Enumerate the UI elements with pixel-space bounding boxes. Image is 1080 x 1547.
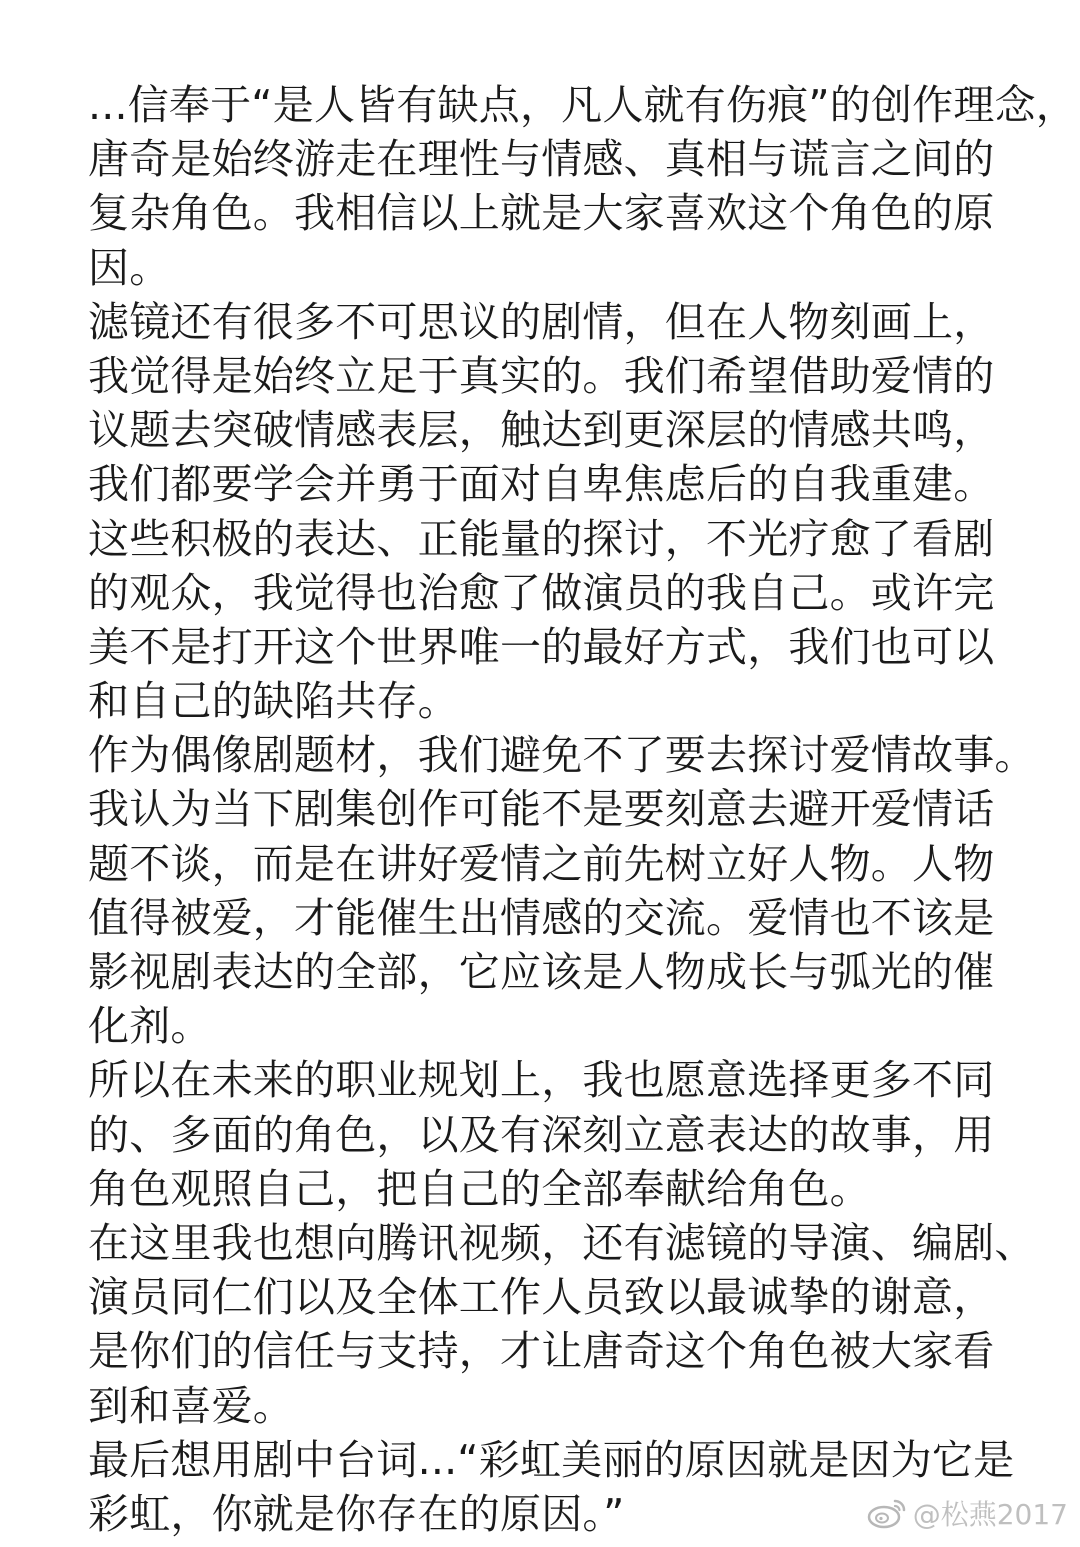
text-line: 化剂。 [88,1002,212,1051]
text-line: 因。 [88,243,171,292]
text-line: 在这里我也想向腾讯视频，还有滤镜的导演、编剧、 [88,1218,1036,1267]
text-line: 影视剧表达的全部，它应该是人物成长与弧光的催 [88,948,995,996]
text-line: 作为偶像剧题材，我们避免不了要去探讨爱情故事。 [88,731,1036,780]
text-line: 最后想用剧中台词...“彩虹美丽的原因就是因为它是 [88,1435,1015,1484]
text-line: 复杂角色。我相信以上就是大家喜欢这个角色的原 [88,189,995,238]
text-line: 到和喜爱。 [88,1381,294,1430]
text-line: 议题去突破情感表层，触达到更深层的情感共鸣， [88,406,995,455]
text-line: 这些积极的表达、正能量的探讨，不光疗愈了看剧 [88,514,995,563]
text-line: 角色观照自己，把自己的全部奉献给角色。 [88,1164,871,1213]
text-line: 美不是打开这个世界唯一的最好方式，我们也可以 [88,622,995,671]
text-line: 滤镜还有很多不可思议的剧情，但在人物刻画上， [88,297,995,346]
text-line: 题不谈，而是在讲好爱情之前先树立好人物。人物 [88,839,995,888]
text-line: 彩虹，你就是你存在的原因。” [88,1489,625,1538]
weibo-watermark [867,1493,1068,1533]
text-line: 是你们的信任与支持，才让唐奇这个角色被大家看 [88,1327,995,1376]
text-line: 唐奇是始终游走在理性与情感、真相与谎言之间的 [88,135,995,184]
text-line: 值得被爱，才能催生出情感的交流。爱情也不该是 [88,893,995,942]
text-line: 我认为当下剧集创作可能不是要刻意去避开爱情话 [88,785,995,834]
text-line: 演员同仁们以及全体工作人员致以最诚挚的谢意， [88,1273,995,1322]
weibo-logo-icon [867,1497,907,1529]
text-line: 我们都要学会并勇于面对自卑焦虑后的自我重建。 [88,460,995,509]
text-line: 和自己的缺陷共存。 [88,677,459,726]
text-line: ...信奉于“是人皆有缺点，凡人就有伤痕”的创作理念， [88,81,1077,129]
watermark-text: @松燕2017 [912,1498,1068,1531]
text-line: 所以在未来的职业规划上，我也愿意选择更多不同 [88,1056,995,1105]
text-line: 的、多面的角色，以及有深刻立意表达的故事，用 [88,1110,995,1159]
text-line: 我觉得是始终立足于真实的。我们希望借助爱情的 [88,351,995,400]
text-line: 的观众，我觉得也治愈了做演员的我自己。或许完 [88,568,995,617]
document-body [88,78,1077,1541]
